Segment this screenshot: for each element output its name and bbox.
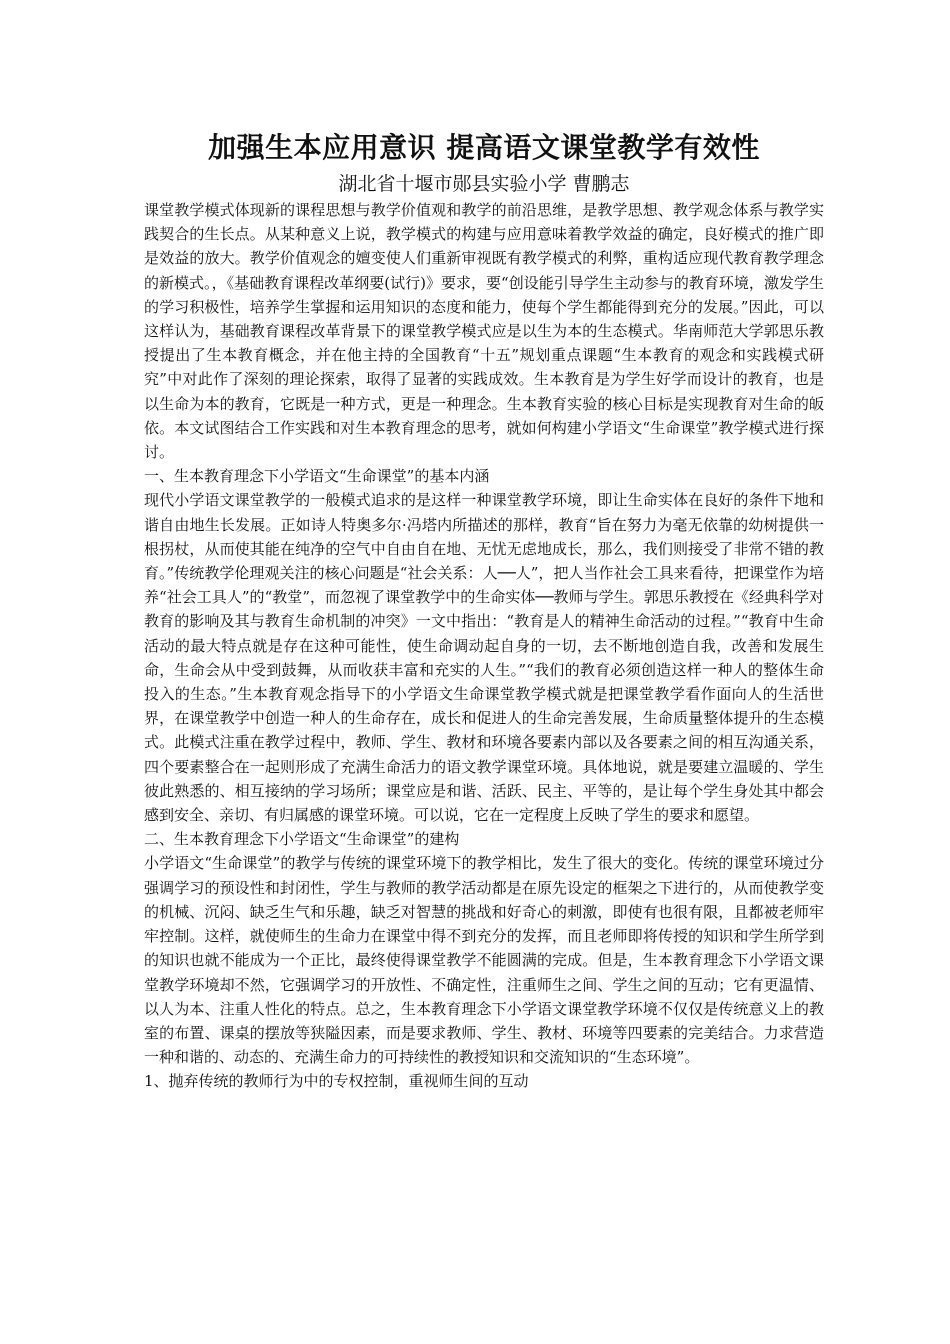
- document-title: 加强生本应用意识 提高语文课堂教学有效性: [208, 131, 760, 164]
- section-heading-2: 二、生本教育理念下小学语文“生命课堂”的建构: [144, 830, 460, 849]
- document-page: [144, 128, 824, 1094]
- document-author: 湖北省十堰市郧县实验小学 曹鹏志: [338, 173, 630, 195]
- subsection-heading-1: 1、抛弃传统的教师行为中的专权控制，重视师生间的互动: [144, 1072, 529, 1091]
- paragraph-section-2: 小学语文“生命课堂”的教学与传统的课堂环境下的教学相比，发生了很大的变化。传统的课堂环境过分强调学习的预设性和封闭性，学生与教师的教学活动都是在原先设定的框架之下进行的，从而使教学变的机械、沉闷、缺乏生气和乐趣，缺乏对智慧的挑战和好奇心的刺激，即使有也很有限，且都被老师牢牢控制。这样，就使师生的生命力在课堂中得不到充分的发挥，而且老师即将传授的知识和学生所学到的知识也就不能成为一个正比，最终使得课堂教学不能圆满的完成。但是，生本教育理念下小学语文课堂教学环境却不然，它强调学习的开放性、不确定性，注重师生之间、学生之间的互动；它有更温情、以人为本、注重人性化的特点。总之，生本教育理念下小学语文课堂教学环境不仅仅是传统意义上的教室的布置、课桌的摆放等狭隘因素，而是要求教师、学生、教材、环境等四要素的完美结合。力求营造一种和谐的、动态的、充满生命力的可持续性的教授知识和交流知识的“生态环境”。: [144, 854, 824, 1067]
- document-body: [144, 198, 824, 1094]
- paragraph-section-1: 现代小学语文课堂教学的一般模式追求的是这样一种课堂教学环境，即让生命实体在良好的条件下地和谐自由地生长发展。正如诗人特奥多尔·冯塔内所描述的那样，教育“旨在努力为毫无依靠的幼树提供一根拐杖，从而使其能在纯净的空气中自由自在地、无忧无虑地成长，那么，我们则接受了非常不错的教育。”传统教学伦理观关注的核心问题是“社会关系：人──人”，把人当作社会工具来看待，把课堂作为培养“社会工具人”的“教堂”，而忽视了课堂教学中的生命实体──教师与学生。郭思乐教授在《经典科学对教育的影响及其与教育生命机制的冲突》一文中指出：“教育是人的精神生命活动的过程。”“教育中生命活动的最大特点就是存在这种可能性，使生命调动起自身的一切，去不断地创造自我，改善和发展生命，生命会从中受到鼓舞，从而收获丰富和充实的人生。”“我们的教育必须创造这样一种人的整体生命投入的生态。”生本教育观念指导下的小学语文生命课堂教学模式就是把课堂教学看作面向人的生活世界，在课堂教学中创造一种人的生命存在，成长和促进人的生命完善发展，生命质量整体提升的生态模式。此模式注重在教学过程中，教师、学生、教材和环境各要素内部以及各要素之间的相互沟通关系，四个要素整合在一起则形成了充满生命活力的语文教学课堂环境。具体地说，就是要建立温暖的、学生彼此熟悉的、相互接纳的学习场所；课堂应是和谐、活跃、民主、平等的，是让每个学生身处其中都会感到安全、亲切、有归属感的课堂环境。可以说，它在一定程度上反映了学生的要求和愿望。: [144, 491, 824, 825]
- section-heading-1: 一、生本教育理念下小学语文“生命课堂”的基本内涵: [144, 467, 490, 486]
- paragraph-intro: 课堂教学模式体现新的课程思想与教学价值观和教学的前沿思维，是教学思想、教学观念体系与教学实践契合的生长点。从某种意义上说，教学模式的构建与应用意味着教学效益的确定，良好模式的推广即是效益的放大。教学价值观念的嬗变使人们重新审视既有教学模式的利弊，重构适应现代教育教学理念的新模式。，《基础教育课程改革纲要(试行)》要求，要“创设能引导学生主动参与的教育环境，激发学生的学习积极性，培养学生掌握和运用知识的态度和能力，使每个学生都能得到充分的发展。”因此，可以这样认为，基础教育课程改革背景下的课堂教学模式应是以生为本的生态模式。华南师范大学郭思乐教授提出了生本教育概念，并在他主持的全国教育“十五”规划重点课题“生本教育的观念和实践模式研究”中对此作了深刻的理论探索，取得了显著的实践成效。生本教育是为学生好学而设计的教育，也是以生命为本的教育，它既是一种方式，更是一种理念。生本教育实验的核心目标是实现教育对生命的皈依。本文试图结合工作实践和对生本教育理念的思考，就如何构建小学语文“生命课堂”教学模式进行探讨。: [144, 201, 824, 462]
